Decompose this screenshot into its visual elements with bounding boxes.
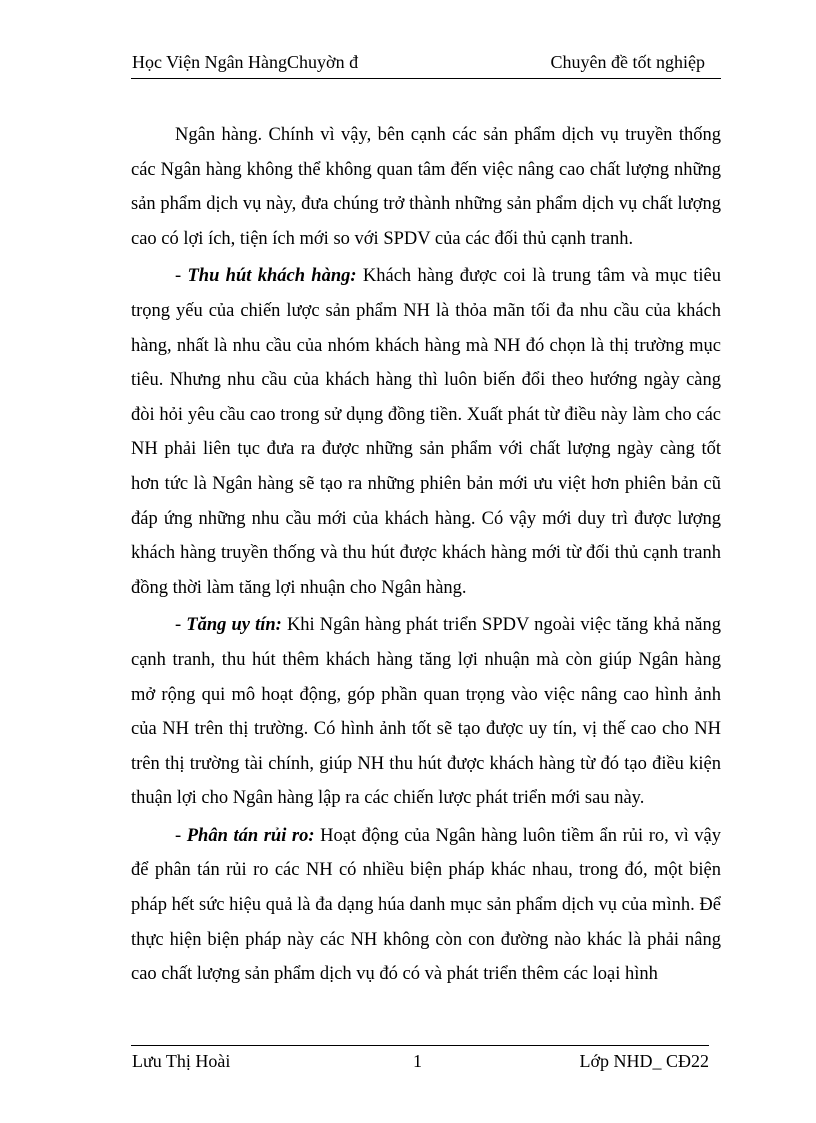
footer-class: Lớp NHD_ CĐ22 xyxy=(579,1051,709,1071)
footer-author: Lưu Thị Hoài xyxy=(132,1051,231,1071)
paragraph-intro xyxy=(131,118,721,256)
document-body xyxy=(131,118,721,992)
paragraph-keyword: Thu hút khách hàng: xyxy=(187,266,357,287)
bullet-dash: - xyxy=(175,825,187,846)
bullet-dash: - xyxy=(175,266,188,287)
paragraph-text: Ngân hàng. Chính vì vậy, bên cạnh các sản phẩm dịch vụ truyền thống các Ngân hàng không thể không quan tâm đến việc nâng cao chất lượng những sản phẩm dịch vụ này, đưa chúng trở thành những sản phẩm dịch vụ chất lượng cao có lợi ích, tiện ích mới so với SPDV của các đối thủ cạnh tranh. xyxy=(131,125,721,249)
page-header xyxy=(131,50,721,79)
paragraph-risk-diversification xyxy=(131,819,721,992)
paragraph-attract-customers xyxy=(131,259,721,605)
paragraph-keyword: Phân tán rủi ro: xyxy=(186,825,315,846)
page-number: 1 xyxy=(413,1051,422,1071)
paragraph-increase-reputation xyxy=(131,608,721,816)
header-left-text: Học Viện Ngân HàngChuyờn đ xyxy=(132,52,359,72)
page-footer xyxy=(131,1045,709,1076)
paragraph-text: Hoạt động của Ngân hàng luôn tiềm ẩn rủi ro, vì vậy để phân tán rủi ro các NH có nhiều biện pháp khác nhau, trong đó, một biện pháp hết sức hiệu quả là đa dạng húa danh mục sản phẩm dịch vụ của mình. Để thực hiện biện pháp này các NH không còn con đường nào khác là phải nâng cao chất lượng sản phẩm dịch vụ đó có và phát triển thêm các loại hình xyxy=(131,825,722,985)
paragraph-text: Khi Ngân hàng phát triển SPDV ngoài việc tăng khả năng cạnh tranh, thu hút thêm khách hàng tăng lợi nhuận mà còn giúp Ngân hàng mở rộng qui mô hoạt động, góp phần quan trọng vào việc nâng cao hình ảnh của NH trên thị trường. Có hình ảnh tốt sẽ tạo được uy tín, vị thế cao cho NH trên thị trường tài chính, giúp NH thu hút được khách hàng từ đó tạo điều kiện thuận lợi cho Ngân hàng lập ra các chiến lược phát triển mới sau này. xyxy=(131,615,721,809)
header-right-text: Chuyên đề tốt nghiệp xyxy=(550,52,705,72)
paragraph-text: Khách hàng được coi là trung tâm và mục tiêu trọng yếu của chiến lược sản phẩm NH là thỏa mãn tối đa nhu cầu của khách hàng, nhất là nhu cầu của nhóm khách hàng mà NH đó chọn là thị trường mục tiêu. Nhưng nhu cầu của khách hàng thì luôn biến đổi theo hướng ngày càng đòi hỏi yêu cầu cao trong sử dụng đồng tiền. Xuất phát từ điều này làm cho các NH phải liên tục đưa ra được những sản phẩm với chất lượng ngày càng tốt hơn tức là Ngân hàng sẽ tạo ra những phiên bản mới ưu việt hơn phiên bản cũ đáp ứng những nhu cầu mới của khách hàng. Có vậy mới duy trì được lượng khách hàng truyền thống và thu hút được khách hàng mới từ đối thủ cạnh tranh đồng thời làm tăng lợi nhuận cho Ngân hàng. xyxy=(131,266,722,598)
paragraph-keyword: Tăng uy tín: xyxy=(186,615,282,636)
bullet-dash: - xyxy=(175,615,187,636)
